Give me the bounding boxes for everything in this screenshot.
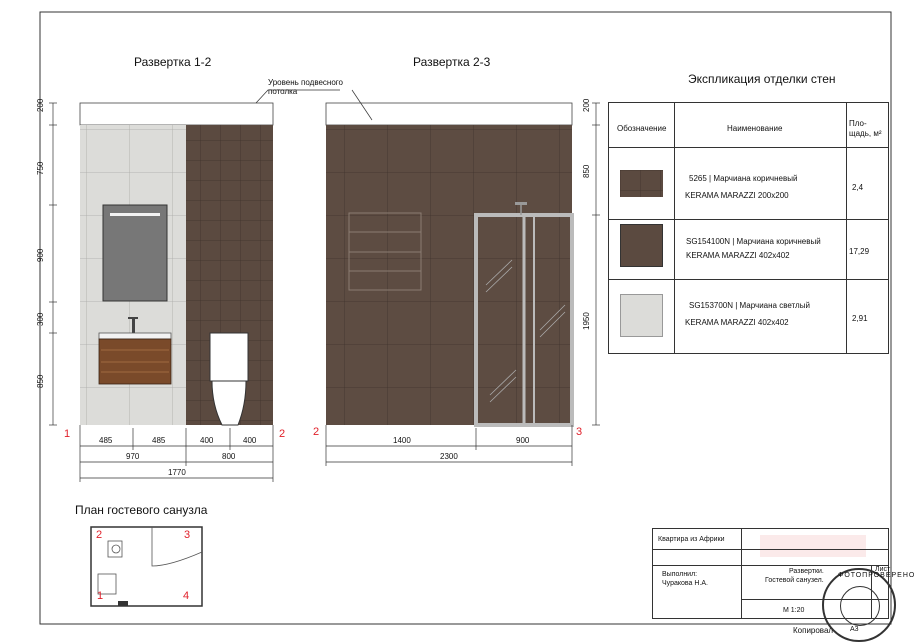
sheet-title-1: Развертки. [789, 568, 824, 575]
mirror-light [110, 213, 160, 216]
legend-row-name: SG154100N | Марчиана коричневый [686, 237, 821, 246]
dim-label: 200 [36, 98, 45, 112]
plan-corner: 4 [183, 590, 190, 602]
ceiling-note-line2: потолка [268, 87, 298, 96]
legend-header-designation: Обозначение [617, 124, 667, 133]
legend-row-name-2: KERAMA MARAZZI 402x402 [685, 318, 789, 327]
dim-label: 900 [36, 248, 45, 262]
big-brown-tile-wall [326, 125, 572, 425]
elevation-1-2 [49, 90, 340, 482]
legend-row-name: SG153700N | Марчиана светлый [689, 301, 810, 310]
dim-label: 485 [99, 436, 113, 445]
corner-marker: 3 [576, 426, 583, 438]
legend-row-area: 2,4 [852, 183, 864, 192]
dim-label: 900 [516, 436, 530, 445]
stamp-text: ФОТОПРОВЕРЕНО [838, 572, 915, 579]
dim-label: 1400 [393, 436, 411, 445]
sink-top [99, 333, 171, 339]
swatch-small-brown [620, 170, 663, 197]
elevation-2-3-title: Развертка 2-3 [413, 55, 491, 69]
legend-header-area-2: щадь, м² [849, 129, 882, 138]
faucet [132, 318, 135, 333]
format-label: А3 [850, 626, 859, 633]
legend-row-area: 17,29 [849, 247, 870, 256]
ceiling-note-line1: Уровень подвесного [268, 78, 343, 87]
legend-row-name: 5265 | Марчиана коричневый [689, 174, 798, 183]
plan-corner: 3 [184, 529, 191, 541]
legend-row-name-2: KERAMA MARAZZI 402x402 [686, 251, 790, 260]
scale: М 1:20 [783, 607, 805, 614]
corner-marker: 2 [313, 426, 320, 438]
copied-label: Копировал [793, 626, 834, 635]
swatch-light [620, 294, 663, 337]
legend-header-area: Пло- [849, 119, 867, 128]
legend-header-name: Наименование [727, 124, 783, 133]
sheet-label: Лист [875, 566, 891, 573]
verification-stamp [822, 568, 915, 642]
dim-label: 200 [582, 98, 591, 112]
dim-label: 750 [36, 161, 45, 175]
dim-label: 1950 [582, 312, 591, 330]
dim-label: 850 [582, 164, 591, 178]
sheet-title-2: Гостевой санузел. [765, 577, 824, 584]
performed-name: Чуракова Н.А. [662, 580, 708, 587]
dim-label: 850 [36, 374, 45, 388]
dim-label: 400 [243, 436, 257, 445]
plan-corner: 2 [96, 529, 103, 541]
mirror [103, 205, 167, 301]
legend-row-area: 2,91 [852, 314, 868, 323]
dim-label: 300 [36, 312, 45, 326]
dim-label: 970 [126, 452, 140, 461]
legend-table [608, 102, 889, 354]
performed-label: Выполнил: [662, 571, 698, 578]
dim-label: 800 [222, 452, 236, 461]
plan-corner: 1 [97, 590, 104, 602]
legend-title: Экспликация отделки стен [688, 72, 836, 86]
elevation-1-2-title: Развертка 1-2 [134, 55, 212, 69]
dim-label: 1770 [168, 468, 186, 477]
project-name: Квартира из Африки [658, 536, 725, 543]
corner-marker: 1 [64, 428, 71, 440]
corner-marker: 2 [279, 428, 286, 440]
swatch-brown [620, 224, 663, 267]
legend-row-name-2: KERAMA MARAZZI 200x200 [685, 191, 789, 200]
plan-title: План гостевого санузла [75, 503, 208, 517]
dim-label: 400 [200, 436, 214, 445]
dim-label: 2300 [440, 452, 458, 461]
elevation-2-3 [326, 90, 600, 466]
ceiling-band [80, 103, 273, 125]
dim-label: 485 [152, 436, 166, 445]
